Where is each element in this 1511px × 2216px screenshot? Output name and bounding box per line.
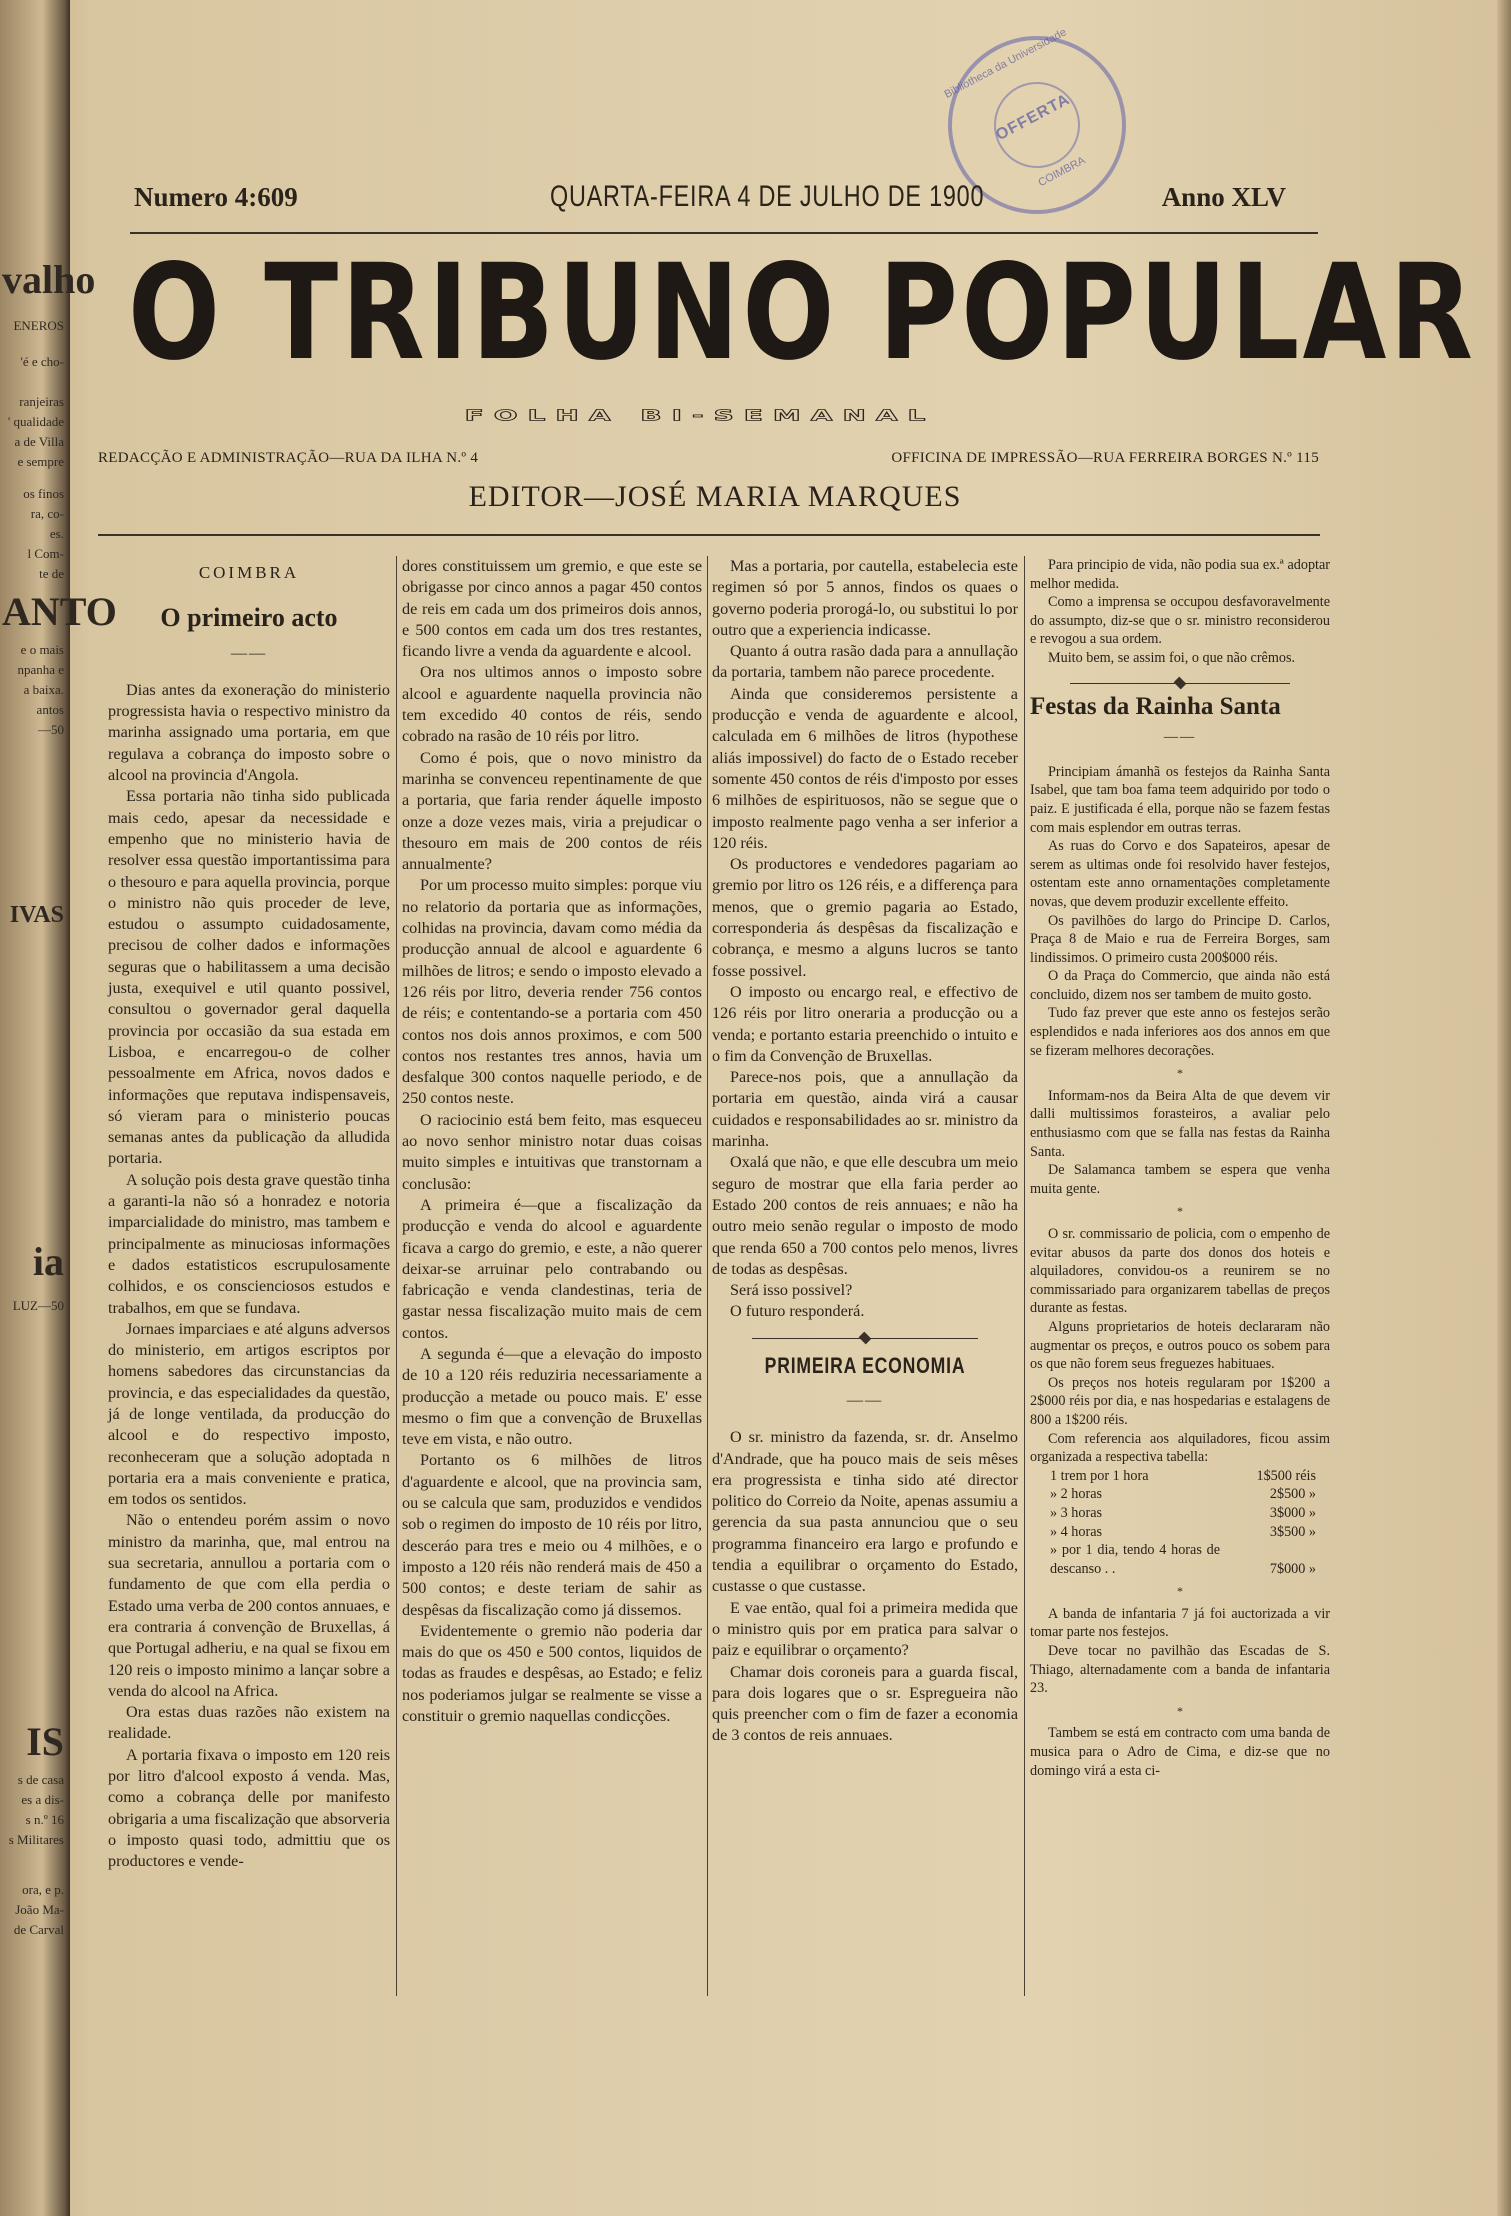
left-fragment: e o mais (20, 642, 64, 657)
divider (130, 232, 1318, 234)
left-fragment: IVAS (9, 902, 64, 928)
column-2 (402, 556, 702, 1996)
article-heading: Festas da Rainha Santa (1030, 692, 1281, 720)
price-value: 2$500 » (1269, 1486, 1316, 1503)
asterism: * (1177, 1584, 1183, 1599)
asterism: * (1177, 1204, 1183, 1219)
paragraph: Evidentemente o gremio não poderia dar mais do que os 450 e 500 contos, liquidos de todas as fraudes e despêsas, ao Estado; e feliz nos poderiamos julgar se realmente se visse a constituir o gremio naquellas condicções. (402, 1621, 702, 1726)
previous-page-strip (0, 0, 117, 2216)
price-table-row (1030, 1467, 1330, 1486)
paragraph: O da Praça do Commercio, que ainda não está concluido, dizem nos ser tambem de muito gosto. (1030, 968, 1330, 1003)
left-fragment: antos (36, 702, 64, 717)
paragraph: Os productores e vendedores pagariam ao gremio por litro os 126 réis, e a differença para menos, que o gremio pagaria ao Estado, corresponderia ás despêsas da fiscalização e cobrança, e mesmo a alguns lucros se tanto fosse possivel. (712, 855, 1018, 980)
paragraph: De Salamanca tambem se espera que venha muita gente. (1030, 1162, 1330, 1197)
issue-number: Numero 4:609 (134, 182, 298, 212)
left-fragment: a de Villa (14, 434, 64, 449)
paragraph: A banda de infantaria 7 já foi auctorizada a vir tomar parte nos festejos. (1030, 1605, 1330, 1641)
left-fragment: João Ma- (15, 1902, 64, 1917)
left-fragment: os finos (23, 486, 64, 501)
paragraph: Com referencia aos alquiladores, ficou assim organizada a respectiva tabella: (1030, 1430, 1330, 1466)
column-rule (1024, 556, 1025, 1996)
section-separator (1030, 676, 1330, 690)
left-fragment: valho (2, 257, 96, 302)
left-fragment: ia (32, 1239, 64, 1284)
paragraph: Principiam ámanhã os festejos da Rainha Santa Isabel, que tam boa fama teem adquirido por todo o paiz. E justificada é ella, porque não se fazem festas com mais esplendor em outras terras. (1030, 763, 1330, 836)
paragraph: Parece-nos pois, que a annullação da portaria em questão, ainda virá a causar cuidados e responsabilidades ao sr. ministro da marinha. (712, 1068, 1018, 1151)
left-fragment: s Militares (8, 1832, 64, 1847)
paragraph: A portaria fixava o imposto em 120 reis por litro d'alcool exposto á venda. Mas, como a cobrança delle por manifesto obrigaria a uma fiscalização que absorveria o imposto quasi todo, admittiu que os productores e vende- (108, 1745, 390, 1871)
paragraph: Ora nos ultimos annos o imposto sobre alcool e aguardente naquella provincia não tem excedido 40 contos de réis, sendo cobrado na rasão de 10 réis por litro. (402, 663, 702, 746)
left-fragment: ' qualidade (7, 414, 64, 429)
price-value: 1$500 réis (1256, 1467, 1316, 1484)
left-fragment: ra, co- (30, 506, 64, 521)
left-fragment: l Com- (27, 546, 64, 561)
stamp-bottom-text: COIMBRA (1036, 154, 1088, 190)
left-fragment: 'é e cho- (20, 354, 64, 369)
left-fragment: te de (39, 566, 64, 581)
newspaper-subtitle: FOLHA BI-SEMANAL (464, 406, 936, 425)
price-label: » 2 horas (1050, 1486, 1103, 1503)
paragraph: Tambem se está em contracto com uma banda de musica para o Adro de Cima, e diz-se que no domingo virá a esta ci- (1030, 1725, 1330, 1779)
column-1 (108, 556, 390, 1996)
left-fragment: ora, e p. (22, 1882, 64, 1897)
left-fragment: s n.º 16 (25, 1812, 64, 1827)
article-heading: O primeiro acto (160, 603, 338, 633)
column-4 (1030, 556, 1330, 1996)
paragraph: Como é pois, que o novo ministro da marinha se convenceu repentinamente de que a portaria, que faria render áquelle imposto onze a doze vezes mais, viria a prejudicar o thesouro em mais de 200 contos de réis annualmente? (402, 748, 702, 874)
paragraph: Será isso possivel? (730, 1281, 853, 1300)
paragraph: Chamar dois coroneis para a guarda fiscal, para dois logares que o sr. Espregueira não quis preencher com o fim de fazer a economia de 3 contos de reis annuaes. (712, 1662, 1018, 1745)
price-table-row (1030, 1523, 1330, 1542)
left-fragment: es a dis- (21, 1792, 64, 1807)
left-fragment: es. (49, 526, 64, 541)
editor-line: EDITOR—JOSÉ MARIA MARQUES (468, 480, 962, 513)
column-rule (707, 556, 708, 1996)
left-fragment: —50 (38, 722, 64, 737)
paragraph: Tudo faz prever que este anno os festejos serão esplendidos e nada inferiores aos dos annos em que se fizeram melhores decorações. (1030, 1005, 1330, 1059)
price-value: 3$000 » (1269, 1504, 1316, 1521)
left-fragment: a baixa. (23, 682, 64, 697)
paragraph: Jornaes imparciaes e até alguns adversos do ministerio, em artigos escriptos por homens sabedores das circunstancias da provincia, e das especialidades da questão, já de longe ventilada, da producção do alcool e do respectivo imposto, reconheceram que a solução adoptada n portaria era a mais conveniente e pratica, em todos os sentidos. (108, 1319, 390, 1509)
paragraph: E vae então, qual foi a primeira medida que o ministro quis por em pratica para salvar o paiz e equilibrar o orçamento? (712, 1598, 1018, 1660)
paragraph: Mas a portaria, por cautella, estabelecia este regimen só por 5 annos, findos os quaes o governo poderia prorogá-lo, ou substitui lo por outro que a experiencia indicasse. (712, 557, 1018, 639)
paragraph: O futuro responderá. (730, 1302, 865, 1321)
heading-dash: —— (846, 1390, 884, 1409)
heading-dash: —— (230, 643, 268, 662)
issue-date: QUARTA-FEIRA 4 DE JULHO DE 1900 (550, 180, 985, 213)
section-city: COIMBRA (198, 563, 300, 582)
paragraph: A primeira é—que a fiscalização da producção e venda do alcool e aguardente ficava a cargo do gremio, e este, a não querer deixar-se arruinar pelo contrabando ou fabricação e venda clandestinas, teria de gastar nessa fiscalização muito mais de cem contos. (402, 1195, 702, 1342)
page-edge (1497, 0, 1511, 2216)
price-label: 1 trem por 1 hora (1050, 1467, 1149, 1484)
paragraph: Essa portaria não tinha sido publicada mais cedo, apesar da necessidade e empenho que no ministerio havia de resolver essa questão importantissima para o thesouro e para aquella provincia, porque o ministro não quis proceder de leve, estudou o assumpto cuidadosamente, precisou de colher dados e informações seguras que o habilitassem a uma decisão justa, exequivel e util quanto possivel, consultou o governador geral daquella provincia por occasião da sua estada em Lisboa, e encarregou-o de colher pessoalmente em Africa, novos dados e informações que reputava indispensaveis, só vieram para o ministerio poucas semanas antes da publicação da alludida portaria. (108, 787, 390, 1168)
divider (98, 534, 1320, 536)
column-rule (396, 556, 397, 1996)
price-table-row (1030, 1504, 1330, 1523)
paragraph: Como a imprensa se occupou desfavoravelmente do assumpto, diz-se que o sr. ministro reconsiderou e revogou a sua ordem. (1030, 594, 1330, 648)
left-fragment: de Carval (13, 1922, 64, 1937)
paragraph: As ruas do Corvo e dos Sapateiros, apesar de serem as ultimas onde foi resolvido haver festejos, ostentam este anno ornamentações completamente novas, que devem produzir excellente effeito. (1030, 838, 1330, 910)
paragraph: Os pavilhões do largo do Principe D. Carlos, Praça 8 de Maio e rua de Ferreira Borges, sam lindissimos. O primeiro custa 200$000 réis. (1030, 912, 1330, 966)
price-table-row (1030, 1541, 1330, 1578)
price-label: » 3 horas (1050, 1504, 1103, 1521)
issue-info-row (130, 178, 1290, 218)
left-fragment: ENEROS (13, 318, 64, 333)
paragraph: O sr. ministro da fazenda, sr. dr. Anselmo d'Andrade, que ha pouco mais de seis mêses era progressista e tinha sido até director politico do Correio da Noite, apenas assumiu a gerencia da sua pasta annunciou que o seu programma financeiro era largo e profundo e tendia a equilibrar o orçamento do Estado, custasse o que custasse. (712, 1428, 1018, 1596)
left-fragment: ranjeiras (19, 394, 64, 409)
heading-dash: —— (1163, 729, 1197, 746)
column-3 (712, 556, 1018, 1996)
issue-year: Anno XLV (1161, 182, 1286, 212)
price-label: » 4 horas (1050, 1523, 1103, 1540)
price-value: 7$000 » (1269, 1560, 1316, 1577)
left-fragment: IS (26, 1719, 64, 1764)
paragraph: A solução pois desta grave questão tinha a garanti-la não só a honradez e notoria imparcialidade do ministro, mas tambem e principalmente as minuciosas informações e dados estatisticos escrupulosamente colhidos, e os conscienciosos estudos e trabalhos, em que se fundava. (108, 1170, 390, 1317)
paragraph: dores constituissem um gremio, e que este se obrigasse por cinco annos a pagar 450 contos de reis em cada um dos primeiros dois annos, e 500 contos em cada um dos tres restantes, ficando livre a venda da aguardente e alcool. (402, 557, 702, 661)
asterism: * (1177, 1703, 1183, 1718)
paragraph: Os preços nos hoteis regularam por 1$200 a 2$000 réis por dia, e nas hospedarias e estalagens de 800 a 1$200 réis. (1030, 1374, 1330, 1428)
left-fragment: s de casa (17, 1772, 64, 1787)
left-fragment: LUZ—50 (12, 1298, 64, 1313)
redaccao-address: REDACÇÃO E ADMINISTRAÇÃO—RUA DA ILHA N.º 4 (98, 450, 479, 466)
stamp-ring-text: Bibliotheca da Universidade (942, 26, 1069, 101)
left-fragment: npanha e (17, 662, 64, 677)
paragraph: Deve tocar no pavilhão das Escadas de S. Thiago, alternadamente com a banda de infantaria 23. (1030, 1643, 1330, 1697)
article-heading: PRIMEIRA ECONOMIA (764, 1352, 966, 1378)
left-fragment: ANTO (2, 589, 117, 634)
paragraph: Dias antes da exoneração do ministerio progressista havia o respectivo ministro da marinha assignado uma portaria, em que regulava a cobrança do imposto sobre o alcool na provincia d'Angola. (108, 680, 390, 785)
paragraph: O imposto ou encargo real, e effectivo de 126 réis por litro oneraria a producção ou a venda; e portanto estaria preenchido o intuito e o fim da Convenção de Bruxellas. (712, 982, 1018, 1065)
paragraph: O sr. commissario de policia, com o empenho de evitar abusos da parte dos donos dos hoteis e alquiladores, convidou-os a reunirem se no commissariado para organizarem tabellas de preços durante as festas. (1030, 1226, 1330, 1317)
newspaper-title: O TRIBUNO POPULAR (128, 236, 1477, 390)
paragraph: Para principio de vida, não podia sua ex.ª adoptar melhor medida. (1030, 557, 1330, 592)
paragraph: Portanto os 6 milhões de litros d'aguardente e alcool, que na provincia sam, ou se calcula que sam, produzidos e vendidos sob o regimen do imposto de 10 réis por litro, desceráo para tres e meio ou 4 milhões, e o imposto a 120 réis não renderá mais de 450 a 500 contos; e deste teriam de sahir as despêsas da fiscalização como já dissemos. (402, 1451, 702, 1619)
price-table-row (1030, 1485, 1330, 1504)
paragraph: Oxalá que não, e que elle descubra um meio seguro de mostrar que ella faria perder ao Estado 200 contos de reis annuaes; e não ha outro meio senão regular o imposto de modo que renda 650 a 700 contos pelo menos, livres de todas as despêsas. (712, 1153, 1018, 1278)
price-value: 3$500 » (1269, 1523, 1316, 1540)
paragraph: Não o entendeu porém assim o novo ministro da marinha, que, mal entrou na sua secretaria, annullou a portaria com o fundamento de que com ella perdia o Estado uma verba de 200 contos annuaes, e era contraria á convenção de Bruxellas, á que Portugal adheriu, e na qual se fixou em 120 reis o imposto minimo a lançar sobre a venda do alcool na Africa. (108, 1511, 390, 1700)
officina-address: OFFICINA DE IMPRESSÃO—RUA FERREIRA BORGES N.º 115 (891, 450, 1319, 466)
paragraph: A segunda é—que a elevação do imposto de 10 a 120 réis reduziria necessariamente a producção a metade ou pouco mais. E' esse mesmo o fim que a convenção de Bruxellas teve em vista, e não outro. (402, 1344, 702, 1449)
paragraph: Informam-nos da Beira Alta de que devem vir dalli multissimos forasteiros, a avaliar pelo enthusiasmo com que se falla nas festas da Rainha Santa. (1030, 1087, 1330, 1160)
paragraph: O raciocinio está bem feito, mas esqueceu ao novo senhor ministro notar duas coisas muito simples e intuitivas que transtornam a conclusão: (402, 1110, 702, 1193)
paragraph: Ora estas duas razões não existem na realidade. (108, 1703, 390, 1743)
asterism: * (1177, 1066, 1183, 1081)
price-label: » por 1 dia, tendo 4 horas de descanso . . (1050, 1542, 1220, 1577)
paragraph: Por um processo muito simples: porque viu no relatorio da portaria que as informações, colhidas na provincia, davam como média da producção annual de alcool e aguardente 6 milhões de litros; e sendo o imposto elevado a 126 réis por litro, deveria render 756 contos de réis; e contentando-se a portaria com 450 contos nos dois annos proximos, e com 500 contos nos restantes tres annos, havia um desfalque 300 contos naquelle periodo, e de 250 contos neste. (402, 876, 702, 1108)
paragraph: Quanto á outra rasão dada para a annullação da portaria, tambem não parece procedente. (712, 642, 1018, 682)
paragraph: Ainda que consideremos persistente a producção e venda de aguardente e alcool, calculada em 6 milhões de litros (hypothese aliás impossivel) do facto de o Estado receber somente 450 contos de réis d'imposto por esses 6 milhões de espirituosos, não se segue que o imposto realmente pago venha a ser inferior a 120 réis. (712, 684, 1018, 852)
section-separator (712, 1331, 1018, 1345)
paragraph: Muito bem, se assim foi, o que não crêmos. (1048, 649, 1296, 666)
stamp-center-text: OFFERTA (993, 90, 1073, 145)
left-fragment: e sempre (17, 454, 64, 469)
paragraph: Alguns proprietarios de hoteis declararam não augmentar os preços, e outros pouco os sobem para os que não forem seus freguezes habituaes. (1030, 1318, 1330, 1373)
